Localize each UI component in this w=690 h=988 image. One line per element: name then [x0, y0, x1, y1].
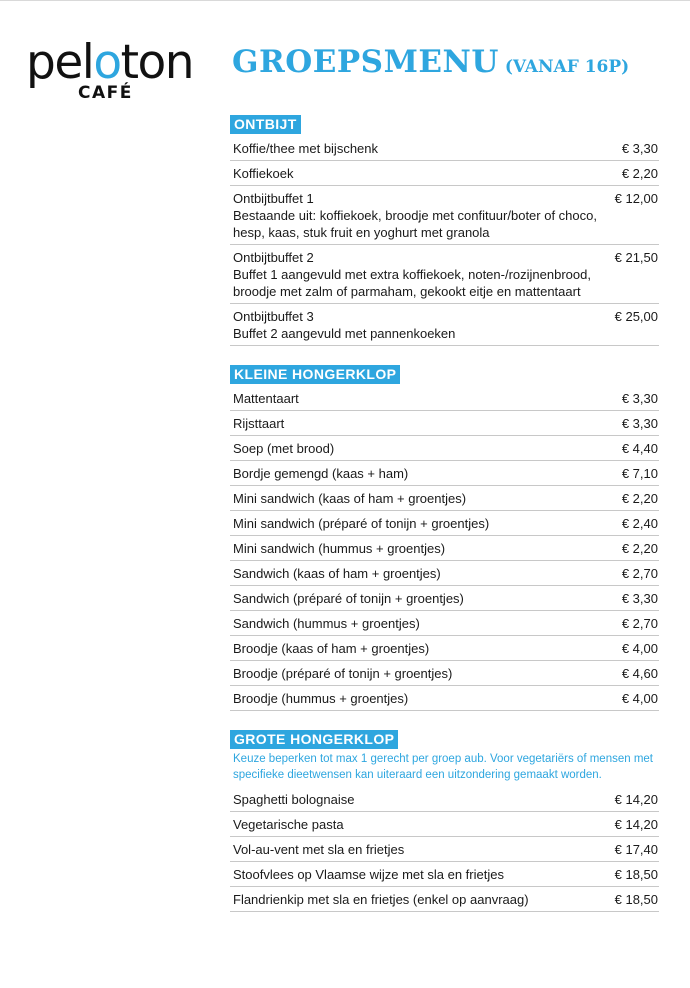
menu-item-price: € 7,10	[621, 466, 658, 481]
menu-item-price: € 3,30	[621, 391, 658, 406]
menu-item-text	[233, 816, 605, 833]
menu-item-text	[233, 140, 612, 157]
menu-item-price: € 25,00	[614, 309, 658, 324]
menu-item-text	[233, 640, 612, 657]
section-note: Keuze beperken tot max 1 gerecht per groep aub. Voor vegetariërs of mensen met specifieke dieetwensen kan uiteraard een uitzondering gemaakt worden.	[233, 753, 653, 781]
menu-item-price: € 4,00	[621, 691, 658, 706]
menu-item-name: Sandwich (kaas of ham + groentjes)	[233, 566, 441, 581]
menu-item-name: Vol-au-vent met sla en frietjes	[233, 842, 405, 857]
menu-item-description: Bestaande uit: koffiekoek, broodje met confituur/boter of choco, hesp, kaas, stuk fruit en yoghurt met granola	[233, 208, 597, 240]
menu-item	[230, 887, 659, 912]
menu-item-name: Vegetarische pasta	[233, 817, 344, 832]
menu-item-text	[233, 440, 612, 457]
menu-item	[230, 411, 659, 436]
menu-item	[230, 862, 659, 887]
menu-item-name: Mini sandwich (kaas of ham + groentjes)	[233, 491, 467, 506]
menu-item-price: € 2,20	[621, 541, 658, 556]
menu-item	[230, 386, 659, 411]
menu-item-name: Sandwich (préparé of tonijn + groentjes)	[233, 591, 464, 606]
menu-item	[230, 561, 659, 586]
menu-item-name: Rijsttaart	[233, 416, 285, 431]
menu-item-description: Buffet 2 aangevuld met pannenkoeken	[233, 326, 456, 341]
menu-item-price: € 4,40	[621, 441, 658, 456]
menu-item	[230, 511, 659, 536]
menu-section	[230, 730, 659, 912]
menu-item-name: Mini sandwich (hummus + groentjes)	[233, 541, 446, 556]
menu-item-name: Mini sandwich (préparé of tonijn + groentjes)	[233, 516, 490, 531]
menu-item	[230, 136, 659, 161]
menu-subtitle: (VANAF 16P)	[504, 57, 630, 77]
menu-item-price: € 3,30	[621, 416, 658, 431]
menu-item-text	[233, 565, 612, 582]
menu-item-price: € 2,70	[621, 616, 658, 631]
menu-item	[230, 611, 659, 636]
menu-item-name: Broodje (kaas of ham + groentjes)	[233, 641, 430, 656]
menu-item-text	[233, 866, 605, 883]
menu-item	[230, 486, 659, 511]
menu-item-name: Ontbijtbuffet 1	[233, 191, 314, 206]
menu-item-name: Mattentaart	[233, 391, 299, 406]
menu-item-text	[233, 540, 612, 557]
menu-item-text	[233, 841, 605, 858]
menu-item-name: Koffiekoek	[233, 166, 294, 181]
menu-item	[230, 787, 659, 812]
menu-item-price: € 2,20	[621, 491, 658, 506]
menu-item-text	[233, 490, 612, 507]
menu-list	[230, 115, 659, 931]
menu-item-description: Buffet 1 aangevuld met extra koffiekoek, noten-/rozijnenbrood, broodje met zalm of parmaham, gekookt eitje en mattentaart	[233, 267, 591, 299]
menu-item-text	[233, 690, 612, 707]
menu-item	[230, 661, 659, 686]
menu-item-price: € 21,50	[614, 250, 658, 265]
section-heading: KLEINE HONGERKLOP	[230, 365, 400, 384]
menu-item	[230, 686, 659, 711]
menu-item-price: € 12,00	[614, 191, 658, 206]
menu-item-price: € 18,50	[614, 892, 658, 907]
menu-item-name: Broodje (préparé of tonijn + groentjes)	[233, 666, 453, 681]
menu-item	[230, 461, 659, 486]
section-heading: ONTBIJT	[230, 115, 301, 134]
menu-item-price: € 2,70	[621, 566, 658, 581]
menu-title: GROEPSMENU	[232, 44, 499, 80]
menu-item	[230, 837, 659, 862]
menu-item-text	[233, 308, 605, 342]
menu-item-text	[233, 590, 612, 607]
menu-item-price: € 4,00	[621, 641, 658, 656]
menu-item	[230, 812, 659, 837]
menu-item-text	[233, 515, 612, 532]
menu-item-name: Soep (met brood)	[233, 441, 335, 456]
menu-item-price: € 4,60	[621, 666, 658, 681]
menu-item-price: € 2,40	[621, 516, 658, 531]
menu-item-text	[233, 165, 612, 182]
menu-item-name: Stoofvlees op Vlaamse wijze met sla en frietjes	[233, 867, 504, 882]
menu-item	[230, 161, 659, 186]
menu-item-text	[233, 665, 612, 682]
menu-item-name: Bordje gemengd (kaas + ham)	[233, 466, 409, 481]
menu-item	[230, 436, 659, 461]
menu-item-name: Broodje (hummus + groentjes)	[233, 691, 409, 706]
menu-item-price: € 18,50	[614, 867, 658, 882]
menu-item-name: Sandwich (hummus + groentjes)	[233, 616, 420, 631]
menu-item-text	[233, 615, 612, 632]
section-heading: GROTE HONGERKLOP	[230, 730, 398, 749]
logo-wordmark: peloton	[26, 35, 194, 90]
menu-section	[230, 115, 659, 346]
menu-item-name: Ontbijtbuffet 2	[233, 250, 314, 265]
menu-item-price: € 14,20	[614, 817, 658, 832]
page-title	[232, 44, 629, 80]
menu-item	[230, 245, 659, 304]
menu-item	[230, 304, 659, 346]
menu-item	[230, 636, 659, 661]
menu-item-name: Ontbijtbuffet 3	[233, 309, 314, 324]
peloton-cafe-logo	[26, 35, 222, 103]
menu-item-price: € 2,20	[621, 166, 658, 181]
menu-item-text	[233, 415, 612, 432]
menu-item-price: € 3,30	[621, 591, 658, 606]
menu-item	[230, 536, 659, 561]
menu-item-text	[233, 390, 612, 407]
menu-item-name: Spaghetti bolognaise	[233, 792, 355, 807]
menu-item	[230, 586, 659, 611]
logo-subtitle: CAFÉ	[78, 83, 133, 103]
menu-item	[230, 186, 659, 245]
menu-item-name: Flandrienkip met sla en frietjes (enkel op aanvraag)	[233, 892, 529, 907]
menu-item-text	[233, 891, 605, 908]
menu-section	[230, 365, 659, 711]
top-rule	[0, 0, 690, 1]
menu-item-text	[233, 465, 612, 482]
menu-item-text	[233, 791, 605, 808]
menu-item-price: € 3,30	[621, 141, 658, 156]
menu-item-name: Koffie/thee met bijschenk	[233, 141, 379, 156]
menu-item-price: € 17,40	[614, 842, 658, 857]
menu-item-text	[233, 190, 605, 241]
menu-item-text	[233, 249, 605, 300]
menu-item-price: € 14,20	[614, 792, 658, 807]
